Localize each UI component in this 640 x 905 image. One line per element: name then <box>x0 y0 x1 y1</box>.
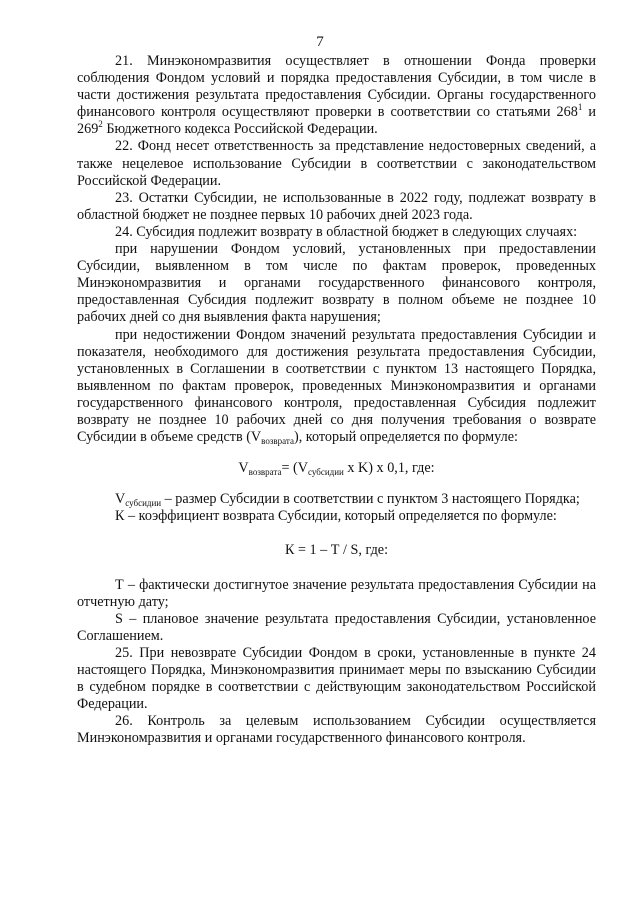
paragraph-24-case-2 <box>77 327 596 447</box>
paragraph-25: 25. При невозврате Субсидии Фондом в сроки, установленные в пункте 24 настоящего Порядка, Минэкономразвития принимает меры по взысканию Субсидии в судебном порядке в соответствии с действующим законодательством Российской Федерации. <box>77 644 596 713</box>
def-v-text: – размер Субсидии в соответствии с пунктом 3 настоящего Порядка; <box>161 491 580 508</box>
paragraph-26: 26. Контроль за целевым использованием Субсидии осуществляется Минэкономразвития и органами государственного финансового контроля. <box>77 713 596 747</box>
paragraph-23: 23. Остатки Субсидии, не использованные в 2022 году, подлежат возврату в областной бюджет не позднее первых 10 рабочих дней 2023 года. <box>77 189 596 223</box>
page-number: 7 <box>316 34 324 50</box>
definition-t: Т – фактически достигнутое значение результата предоставления Субсидии на отчетную дату; <box>77 576 596 610</box>
formula-sub-subsidy: субсидии <box>307 467 344 478</box>
paragraph-21-mid: и 269 <box>77 104 596 138</box>
def-v: V <box>115 491 126 508</box>
paragraph-21-text: 21. Минэкономразвития осуществляет в отношении Фонда проверки соблюдения Фондом условий и порядка предоставления Субсидии, в том числе в части достижения результата предоставления Субсидии. Органы государственного финансового контроля осуществляют проверки в соответствии со статьями 268 <box>77 53 596 121</box>
case-2-text: при недостижении Фондом значений результата предоставления Субсидии и показателя, необходимого для достижения результата предоставления Субсидии, установленных в Соглашении в соответствии с пунктом 13 настоящего Порядка, выявленном по фактам проверок, проведенных Минэкономразвития и органами государственного финансового контроля, предоставленная Субсидия подлежит возврату не позднее 10 рабочих дней со дня получения требования о возврате Субсидии в объеме средств (V <box>77 326 596 446</box>
document-body <box>77 53 596 747</box>
definition-s: S – плановое значение результата предоставления Субсидии, установленное Соглашением. <box>77 610 596 644</box>
definition-v-subsidy <box>77 491 596 508</box>
case-2-subscript: возврата <box>261 436 294 447</box>
formula-v: V <box>238 460 249 477</box>
superscript-1: 1 <box>577 102 583 113</box>
paragraph-22: 22. Фонд несет ответственность за представление недостоверных сведений, а также нецелевое использование Субсидии в соответствии с законодательством Российской Федерации. <box>77 138 596 189</box>
formula-v-return <box>77 460 596 477</box>
def-v-subscript: субсидии <box>125 498 162 509</box>
paragraph-24: 24. Субсидия подлежит возврату в областной бюджет в следующих случаях: <box>115 223 578 240</box>
paragraph-21-end: Бюджетного кодекса Российской Федерации. <box>102 121 378 138</box>
formula-mid: = (V <box>281 460 308 477</box>
case-2-tail: ), который определяется по формуле: <box>293 429 518 446</box>
paragraph-24-case-1: при нарушении Фондом условий, установленных при предоставлении Субсидии, выявленном в том числе по фактам проверок, проведенных Минэкономразвития и органами государственного финансового контроля, предоставленная Субсидия подлежит возврату в полном объеме не позднее 10 рабочих дней со дня выявления факта нарушения; <box>77 241 596 326</box>
definition-k: К – коэффициент возврата Субсидии, который определяется по формуле: <box>115 508 557 525</box>
paragraph-21 <box>77 53 596 138</box>
superscript-2: 2 <box>98 119 103 130</box>
formula-tail: x K) x 0,1, где: <box>343 460 435 477</box>
formula-k: К = 1 – Т / S, где: <box>284 542 389 559</box>
formula-sub-return: возврата <box>248 467 282 478</box>
